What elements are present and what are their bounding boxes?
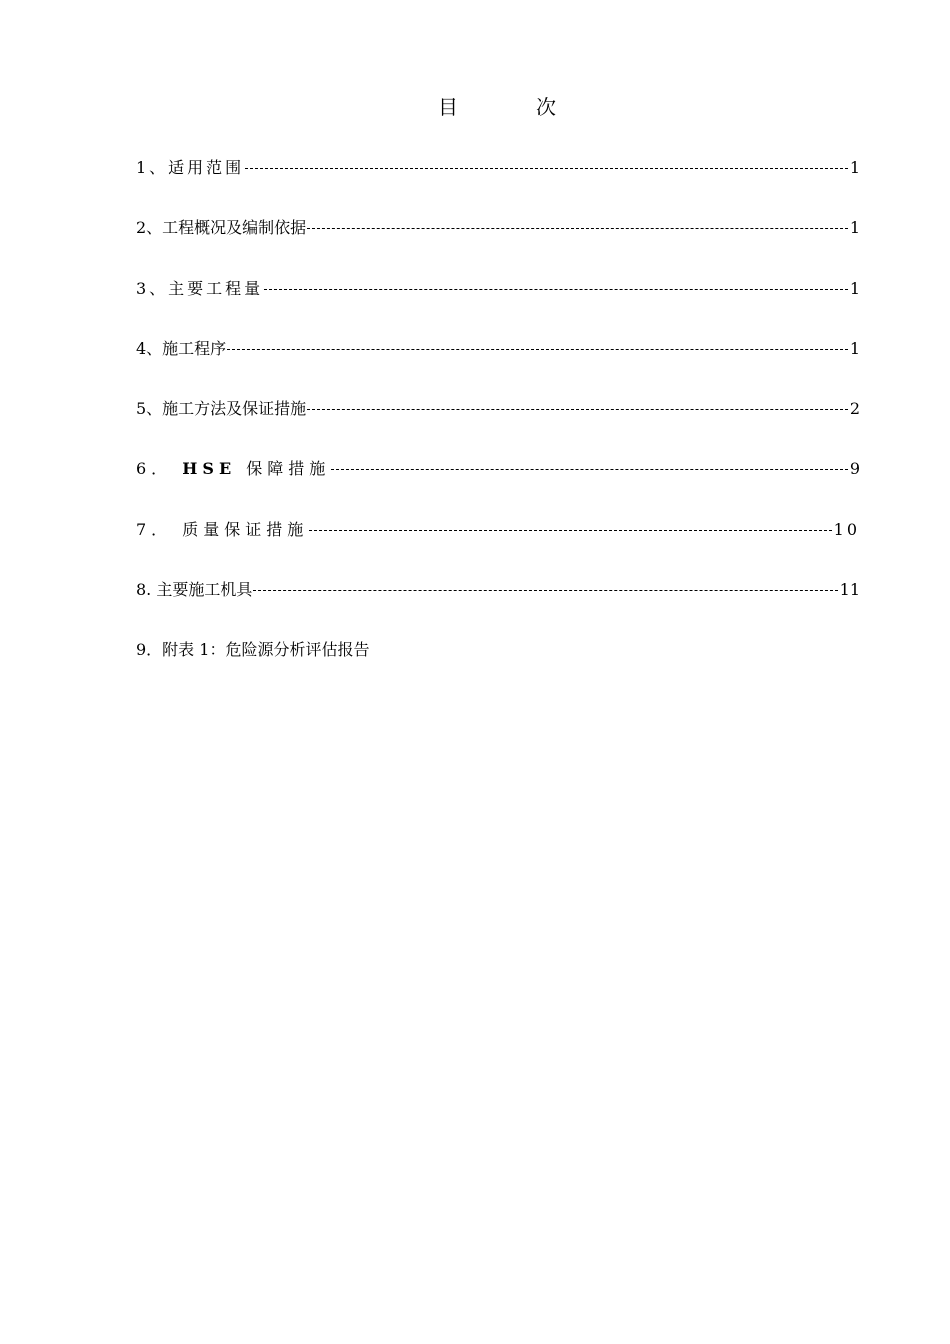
toc-entry-page: 1 — [849, 218, 860, 238]
toc-dot-leader — [331, 456, 848, 482]
toc-entry-3[interactable] — [136, 276, 860, 336]
toc-entry-page: 10 — [833, 519, 860, 539]
toc-entry-label: 2、工程概况及编制依据 — [136, 218, 307, 238]
toc-dot-leader — [253, 577, 837, 603]
toc-entry-4[interactable] — [136, 336, 860, 396]
toc-entry-label: 8. 主要施工机具 — [136, 580, 253, 600]
toc-entry-page: 1 — [849, 338, 860, 358]
toc-dot-leader — [264, 276, 848, 302]
toc-dot-leader — [307, 215, 848, 241]
toc-entry-label: 4、施工程序 — [136, 338, 227, 358]
toc-dot-leader — [307, 396, 848, 422]
toc-entry-8[interactable] — [136, 577, 860, 637]
toc-entry-label: 9．附表 1：危险源分析评估报告 — [136, 640, 370, 660]
table-of-contents — [136, 155, 860, 698]
toc-entry-label: 3、主要工程量 — [136, 278, 264, 298]
toc-dot-leader — [245, 155, 848, 181]
toc-dot-leader — [309, 517, 831, 543]
toc-entry-label — [136, 456, 331, 482]
toc-dot-leader — [227, 336, 848, 362]
toc-entry-label: 7． 质量保证措施 — [136, 519, 309, 539]
toc-entry-1[interactable] — [136, 155, 860, 215]
toc-title — [0, 92, 950, 122]
toc-entry-page: 11 — [839, 580, 860, 600]
toc-entry-page: 2 — [849, 399, 860, 419]
toc-entry-page: 9 — [849, 459, 860, 479]
toc-title-char-2: 次 — [536, 95, 556, 119]
toc-entry-2[interactable] — [136, 215, 860, 275]
toc-entry-number: 6． — [136, 459, 173, 479]
toc-title-char-1: 目 — [438, 95, 458, 119]
toc-entry-9[interactable] — [136, 637, 860, 697]
toc-entry-label: 5、施工方法及保证措施 — [136, 399, 307, 419]
toc-entry-page: 1 — [849, 278, 860, 298]
toc-entry-label: 1、适用范围 — [136, 158, 245, 177]
toc-entry-7[interactable] — [136, 517, 860, 577]
toc-entry-text: 保障措施 — [246, 459, 331, 479]
toc-entry-hse: HSE — [182, 459, 237, 479]
toc-entry-5[interactable] — [136, 396, 860, 456]
toc-entry-page: 1 — [849, 158, 860, 177]
toc-entry-6[interactable] — [136, 456, 860, 516]
